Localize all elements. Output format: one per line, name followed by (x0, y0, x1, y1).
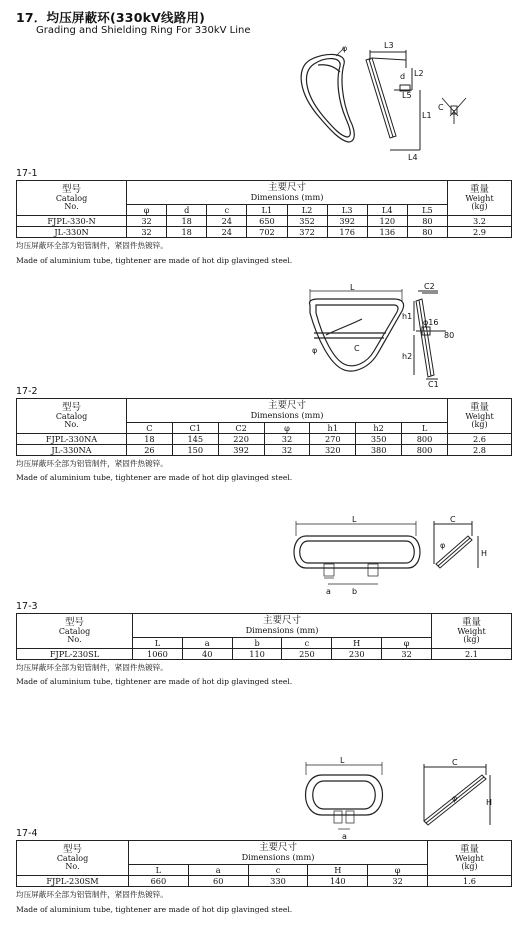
cell: 650 (247, 216, 287, 227)
weight-cell: 2.6 (448, 434, 512, 445)
label-h2: h2 (402, 352, 413, 361)
note-en: Made of aluminium tube, tightener are made of hot dip glavinged steel. (16, 256, 293, 265)
cell: 24 (207, 227, 247, 238)
col-header: c (207, 205, 247, 216)
label-c: C (354, 344, 360, 353)
cell: 32 (264, 434, 310, 445)
cell: 32 (382, 649, 432, 660)
label-h: H (481, 549, 488, 558)
catalog-no: FJPL-230SM (17, 876, 129, 887)
cell: 110 (232, 649, 282, 660)
label-l: L (340, 756, 345, 765)
col-header: φ (368, 865, 428, 876)
catalog-no: FJPL-330NA (17, 434, 127, 445)
cell: 800 (402, 434, 448, 445)
col-header: c (248, 865, 308, 876)
cell: 18 (127, 434, 173, 445)
col-header: L (402, 423, 448, 434)
col-header: φ (127, 205, 167, 216)
label-d: d (400, 72, 406, 81)
label-l1: L1 (422, 111, 432, 120)
cell: 32 (127, 227, 167, 238)
cell: 145 (172, 434, 218, 445)
cell: 800 (402, 445, 448, 456)
label-phi: φ (342, 44, 348, 53)
weight-cell: 1.6 (428, 876, 512, 887)
cell: 380 (356, 445, 402, 456)
table-row (17, 434, 512, 445)
label-c: C (452, 758, 458, 767)
page-title: 17．均压屏蔽环(330kV线路用) (16, 10, 206, 25)
col-header: h1 (310, 423, 356, 434)
col-header: C (127, 423, 173, 434)
weight-cell: 2.9 (448, 227, 512, 238)
dimensions-header: 主要尺寸 Dimensions (mm) (127, 181, 448, 205)
col-header: a (182, 638, 232, 649)
table-row (17, 227, 512, 238)
cell: 120 (367, 216, 407, 227)
col-header: H (308, 865, 368, 876)
catalog-no: JL-330NA (17, 445, 127, 456)
section-id-17-1: 17-1 (16, 168, 38, 179)
cell: 18 (167, 227, 207, 238)
cell: 140 (308, 876, 368, 887)
label-b: b (352, 587, 358, 596)
col-header: b (232, 638, 282, 649)
cell: 32 (127, 216, 167, 227)
diagram-17-4 (300, 755, 500, 847)
label-80: 80 (444, 331, 455, 340)
label-phi: φ (452, 794, 458, 803)
label-c: C (450, 515, 456, 524)
note-cn: 均压屏蔽环全部为铝管制件，紧固件热镀锌。 (16, 241, 168, 250)
col-header: φ (264, 423, 310, 434)
label-c1: C1 (428, 380, 439, 388)
col-header: H (332, 638, 382, 649)
cell: 330 (248, 876, 308, 887)
col-header: C2 (218, 423, 264, 434)
col-header: h2 (356, 423, 402, 434)
label-l2: L2 (414, 69, 424, 78)
diagram-17-3 (288, 508, 498, 600)
weight-cell: 2.8 (448, 445, 512, 456)
catalog-header: 型号 Catalog No. (17, 841, 129, 876)
label-h1: h1 (402, 312, 413, 321)
cell: 220 (218, 434, 264, 445)
label-phi16: φ16 (423, 318, 439, 327)
label-c: C (438, 103, 444, 112)
cell: 80 (407, 216, 447, 227)
note-en: Made of aluminium tube, tightener are made of hot dip glavinged steel. (16, 473, 293, 482)
label-phi: φ (440, 541, 446, 550)
cell: 18 (167, 216, 207, 227)
cell: 150 (172, 445, 218, 456)
cell: 660 (129, 876, 189, 887)
weight-header: 重量 Weight (kg) (432, 614, 512, 649)
weight-cell: 2.1 (432, 649, 512, 660)
section-id-17-3: 17-3 (16, 601, 38, 612)
note-en: Made of aluminium tube, tightener are made of hot dip glavinged steel. (16, 905, 293, 914)
cell: 24 (207, 216, 247, 227)
label-l5: L5 (402, 91, 412, 100)
cell: 372 (287, 227, 327, 238)
catalog-no: FJPL-230SL (17, 649, 133, 660)
dimensions-header: 主要尺寸 Dimensions (mm) (129, 841, 428, 865)
col-header: c (282, 638, 332, 649)
dimensions-header: 主要尺寸 Dimensions (mm) (133, 614, 432, 638)
col-header: φ (382, 638, 432, 649)
dimensions-header: 主要尺寸 Dimensions (mm) (127, 399, 448, 423)
label-l4: L4 (408, 153, 418, 162)
label-phi: φ (312, 346, 318, 355)
catalog-no: JL-330N (17, 227, 127, 238)
section-id-17-4: 17-4 (16, 828, 38, 839)
cell: 270 (310, 434, 356, 445)
cell: 1060 (133, 649, 183, 660)
col-header: d (167, 205, 207, 216)
note-cn: 均压屏蔽环全部为铝管制件，紧固件热镀锌。 (16, 459, 168, 468)
label-l: L (352, 515, 357, 524)
cell: 352 (287, 216, 327, 227)
cell: 176 (327, 227, 367, 238)
label-h: H (486, 798, 493, 807)
cell: 60 (188, 876, 248, 887)
col-header: L1 (247, 205, 287, 216)
table-row (17, 216, 512, 227)
diagram-17-1 (290, 38, 490, 168)
cell: 320 (310, 445, 356, 456)
weight-header: 重量 Weight (kg) (428, 841, 512, 876)
catalog-header: 型号 Catalog No. (17, 181, 127, 216)
col-header: a (188, 865, 248, 876)
cell: 350 (356, 434, 402, 445)
col-header: L5 (407, 205, 447, 216)
cell: 32 (368, 876, 428, 887)
page-subtitle: Grading and Shielding Ring For 330kV Line (36, 25, 251, 36)
cell: 702 (247, 227, 287, 238)
label-l3: L3 (384, 41, 394, 50)
table-row (17, 649, 512, 660)
label-c2: C2 (424, 283, 435, 291)
label-a: a (326, 587, 331, 596)
spec-table-17-1 (16, 180, 512, 238)
table-row (17, 876, 512, 887)
cell: 32 (264, 445, 310, 456)
col-header: L4 (367, 205, 407, 216)
weight-header: 重量 Weight (kg) (448, 399, 512, 434)
spec-table-17-2 (16, 398, 512, 456)
cell: 392 (327, 216, 367, 227)
catalog-header: 型号 Catalog No. (17, 614, 133, 649)
spec-table-17-4 (16, 840, 512, 887)
weight-cell: 3.2 (448, 216, 512, 227)
weight-header: 重量 Weight (kg) (448, 181, 512, 216)
cell: 80 (407, 227, 447, 238)
col-header: L3 (327, 205, 367, 216)
col-header: C1 (172, 423, 218, 434)
catalog-header: 型号 Catalog No. (17, 399, 127, 434)
table-row (17, 445, 512, 456)
cell: 250 (282, 649, 332, 660)
label-l: L (350, 283, 355, 292)
diagram-17-2 (298, 283, 468, 388)
cell: 40 (182, 649, 232, 660)
cell: 136 (367, 227, 407, 238)
col-header: L (133, 638, 183, 649)
note-cn: 均压屏蔽环全部为铝管制件，紧固件热镀锌。 (16, 663, 168, 672)
note-en: Made of aluminium tube, tightener are made of hot dip glavinged steel. (16, 677, 293, 686)
section-id-17-2: 17-2 (16, 386, 38, 397)
spec-table-17-3 (16, 613, 512, 660)
cell: 230 (332, 649, 382, 660)
note-cn: 均压屏蔽环全部为铝管制件，紧固件热镀锌。 (16, 890, 168, 899)
col-header: L2 (287, 205, 327, 216)
cell: 392 (218, 445, 264, 456)
label-a: a (342, 832, 347, 841)
col-header: L (129, 865, 189, 876)
cell: 26 (127, 445, 173, 456)
catalog-no: FJPL-330-N (17, 216, 127, 227)
